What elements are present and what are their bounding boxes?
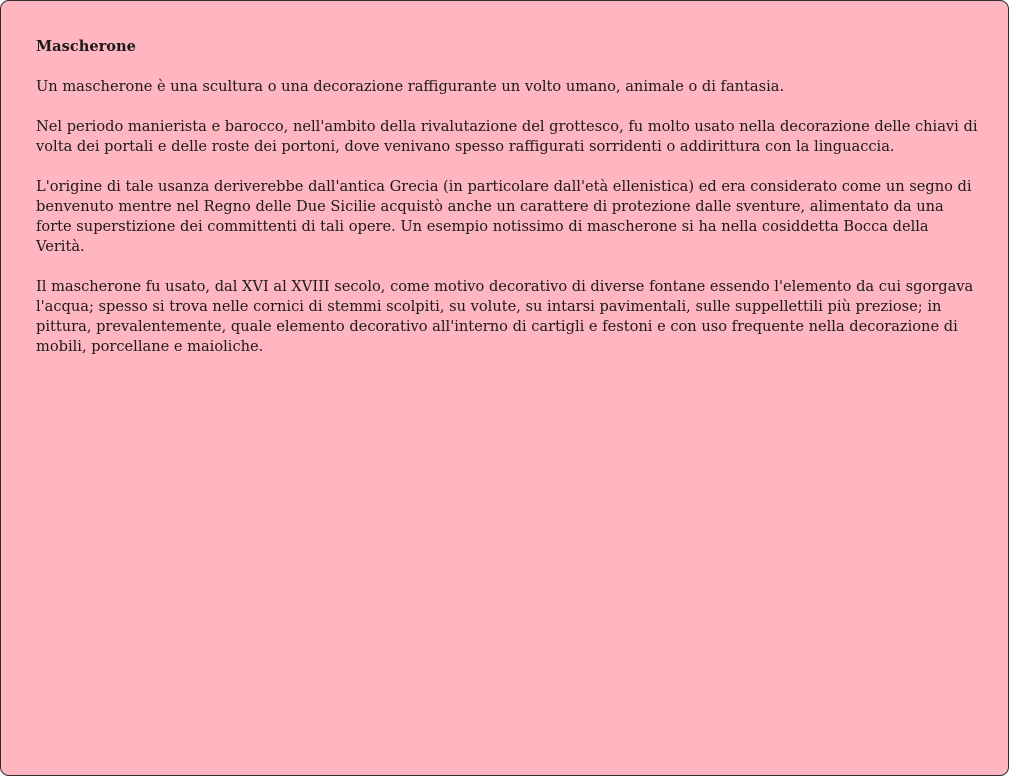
article-paragraph-3: L'origine di tale usanza deriverebbe dall'antica Grecia (in particolare dall'età ellenistica) ed era considerato come un segno di benvenuto mentre nel Regno delle Due Sicilie acquistò anche un carattere di protezione dalle sventure, alimentato da una forte superstizione dei committenti di tali opere. Un esempio notissimo di mascherone si ha nella cosiddetta Bocca della Verità. (36, 178, 972, 255)
article-content (36, 37, 981, 377)
article-paragraph-1: Un mascherone è una scultura o una decorazione raffigurante un volto umano, animale o di fantasia. (36, 78, 785, 95)
article-paragraph-4: Il mascherone fu usato, dal XVI al XVIII secolo, come motivo decorativo di diverse fontane essendo l'elemento da cui sgorgava l'acqua; spesso si trova nelle cornici di stemmi scolpiti, su volute, su intarsi pavimentali, sulle suppellettili più preziose; in pittura, prevalentemente, quale elemento decorativo all'interno di cartigli e festoni e con uso frequente nella decorazione di mobili, porcellane e maioliche. (36, 278, 974, 355)
article-paragraph-2: Nel periodo manierista e barocco, nell'ambito della rivalutazione del grottesco, fu molto usato nella decorazione delle chiavi di volta dei portali e delle roste dei portoni, dove venivano spesso raffigurati sorridenti o addirittura con la linguaccia. (36, 118, 978, 155)
article-title: Mascherone (36, 38, 136, 55)
